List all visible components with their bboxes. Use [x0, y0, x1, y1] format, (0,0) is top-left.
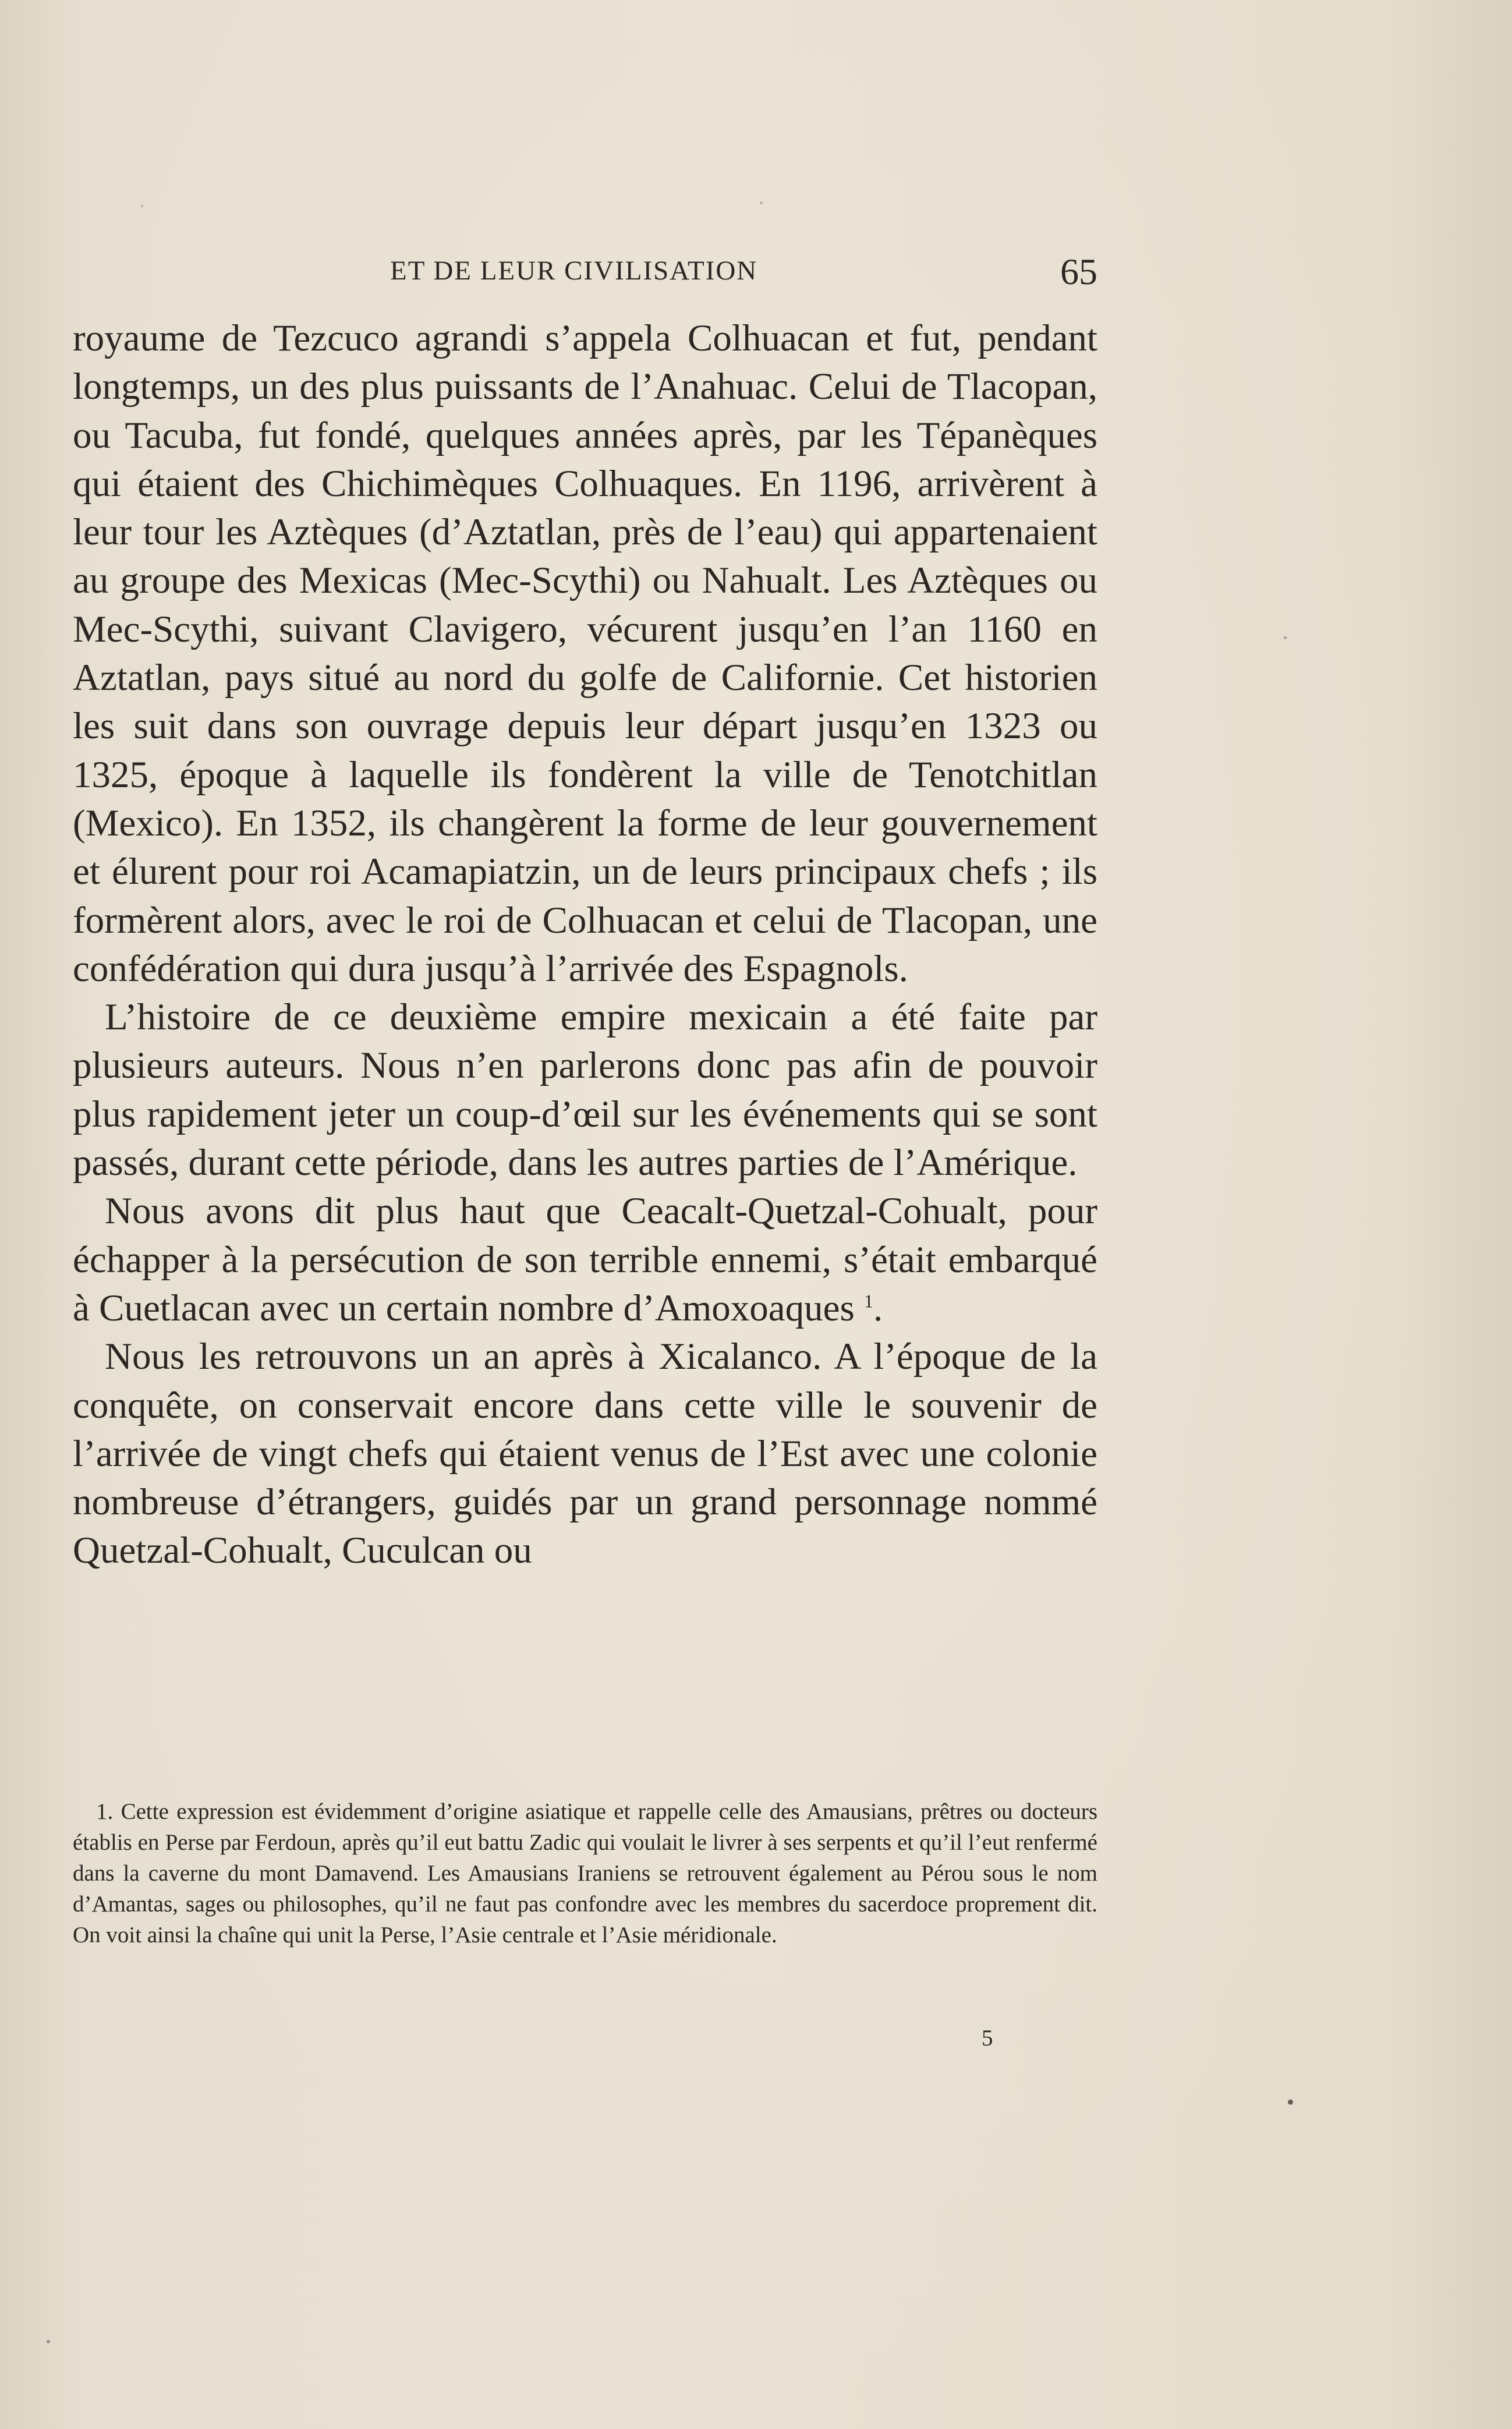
paper-speck — [1284, 636, 1287, 639]
paragraph-3-text: Nous avons dit plus haut que Ceacalt-Quetzal-Cohualt, pour échapper à la persécution de son terrible ennemi, s’était embarqué à Cuetlacan avec un certain nombre d’Amoxoaques — [73, 1190, 1097, 1329]
paragraph-3: Nous avons dit plus haut que Ceacalt-Quetzal-Cohualt, pour échapper à la persécution de son terrible ennemi, s’était embarqué à Cuetlacan avec un certain nombre d’Amoxoaques $^1$. — [73, 1190, 1097, 1329]
footnote-text: Cette expression est évidemment d’origine asiatique et rappelle celle des Amausians, prêtres ou docteurs établis en Perse par Ferdoun, après qu’il eut battu Zadic qui voulait le livrer à ses serpents et qu’il l’eut renfermé dans la caverne du mont Damavend. Les Amausians Iraniens se retrouvent également au Pérou sous le nom d’Amantas, sages ou philosophes, qu’il ne faut pas confondre avec les membres du sacerdoce proprement dit. On voit ainsi la chaîne qui unit la Perse, l’Asie centrale et l’Asie méridionale. — [73, 1799, 1097, 1948]
page-number: 65 — [1060, 251, 1097, 292]
footnote-number: 1. — [96, 1799, 114, 1824]
paper-speck — [47, 2340, 50, 2343]
footnotes — [73, 1796, 1097, 1950]
paragraph-4: Nous les retrouvons un an après à Xicalanco. A l’époque de la conquête, on conservait encore dans cette ville le souvenir de l’arrivée de vingt chefs qui étaient venus de l’Est avec une colonie nombreuse d’étrangers, guidés par un grand personnage nommé Quetzal-Cohualt, Cuculcan ou — [73, 1336, 1097, 1572]
paragraph-1: royaume de Tezcuco agrandi s’appela Colhuacan et fut, pendant longtemps, un des plus puissants de l’Anahuac. Celui de Tlacopan, ou Tacuba, fut fondé, quelques années après, par les Tépanèques qui étaient des Chichimèques Colhuaques. En 1196, arrivèrent à leur tour les Aztèques (d’Aztatlan, près de l’eau) qui appartenaient au groupe des Mexicas (Mec-Scythi) ou Nahualt. Les Aztèques ou Mec-Scythi, suivant Clavigero, vécurent jusqu’en l’an 1160 en Aztatlan, pays situé au nord du golfe de Californie. Cet historien les suit dans son ouvrage depuis leur départ jusqu’en 1323 ou 1325, époque à laquelle ils fondèrent la ville de Tenotchitlan (Mexico). En 1352, ils changèrent la forme de leur gouvernement et élurent pour roi Acamapiatzin, un de leurs principaux chefs ; ils formèrent alors, avec le roi de Colhuacan et celui de Tlacopan, une confédération qui dura jusqu’à l’arrivée des Espagnols. — [73, 317, 1097, 990]
running-head — [73, 250, 1097, 297]
paper-speck — [141, 205, 143, 207]
running-title: ET DE LEUR CIVILISATION — [390, 256, 758, 286]
footnote-1 — [73, 1796, 1097, 1950]
body-text — [73, 314, 1097, 1575]
footnote-reference: 1 — [864, 1290, 874, 1312]
signature-mark: 5 — [982, 2026, 993, 2051]
paper-speck — [1288, 2099, 1293, 2105]
paper-speck — [760, 201, 763, 204]
paragraph-2: L’histoire de ce deuxième empire mexicain a été faite par plusieurs auteurs. Nous n’en parlerons donc pas afin de pouvoir plus rapidement jeter un coup-d’œil sur les événements qui se sont passés, durant cette période, dans les autres parties de l’Amérique. — [73, 996, 1097, 1184]
